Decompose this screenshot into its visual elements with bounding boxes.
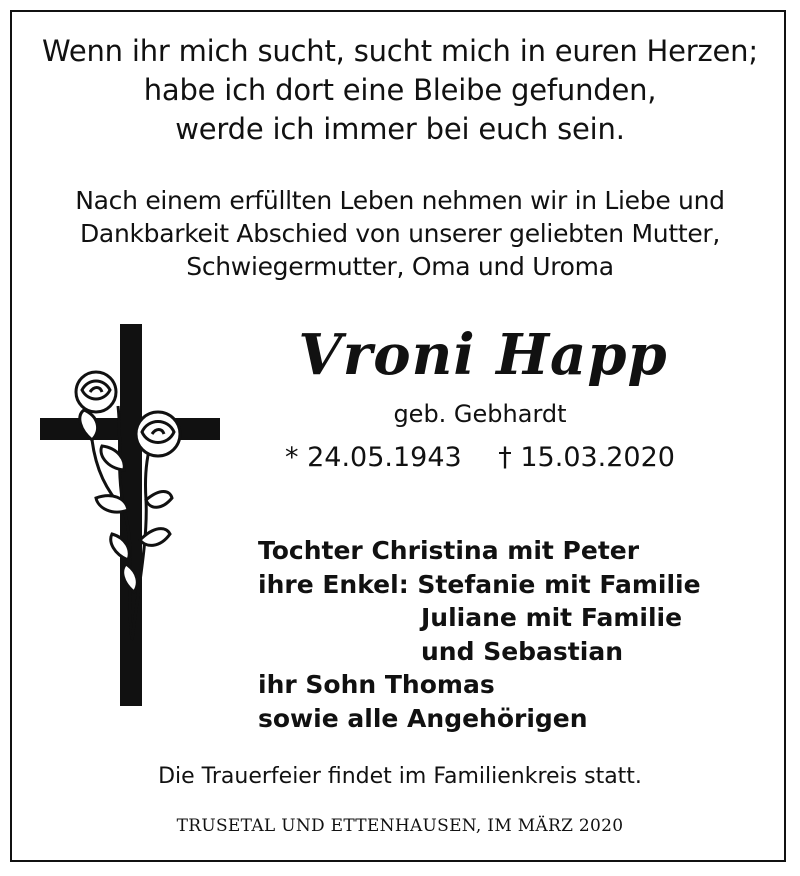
- intro-line: Dankbarkeit Abschied von unserer geliebten Mutter,: [79, 219, 721, 248]
- poem-line: habe ich dort eine Bleibe gefunden,: [143, 73, 657, 107]
- family-line: Tochter Christina mit Peter: [258, 536, 640, 565]
- death-date: † 15.03.2020: [498, 442, 675, 473]
- family-line: und Sebastian: [421, 636, 623, 666]
- family-list: [258, 534, 701, 735]
- family-line: ihre Enkel: Stefanie mit Familie: [258, 569, 701, 599]
- funeral-note: Die Trauerfeier findet im Familienkreis statt.: [158, 764, 642, 789]
- cross-with-roses-icon: [36, 320, 226, 710]
- intro-line: Schwiegermutter, Oma und Uroma: [186, 252, 614, 281]
- poem: [0, 32, 800, 149]
- place-date: TRUSETAL UND ETTENHAUSEN, IM MÄRZ 2020: [176, 816, 624, 836]
- intro-text: [0, 184, 800, 283]
- birth-name: geb. Gebhardt: [393, 400, 567, 428]
- life-dates: [260, 442, 700, 473]
- birth-date: * 24.05.1943: [285, 442, 462, 473]
- poem-line: werde ich immer bei euch sein.: [175, 112, 625, 146]
- family-line: ihr Sohn Thomas: [258, 670, 495, 699]
- family-line: Juliane mit Familie: [421, 603, 683, 632]
- deceased-name: Vroni Happ: [298, 322, 668, 388]
- poem-line: Wenn ihr mich sucht, sucht mich in euren Herzen;: [42, 34, 758, 68]
- family-line: sowie alle Angehörigen: [258, 703, 588, 733]
- intro-line: Nach einem erfüllten Leben nehmen wir in Liebe und: [75, 186, 725, 215]
